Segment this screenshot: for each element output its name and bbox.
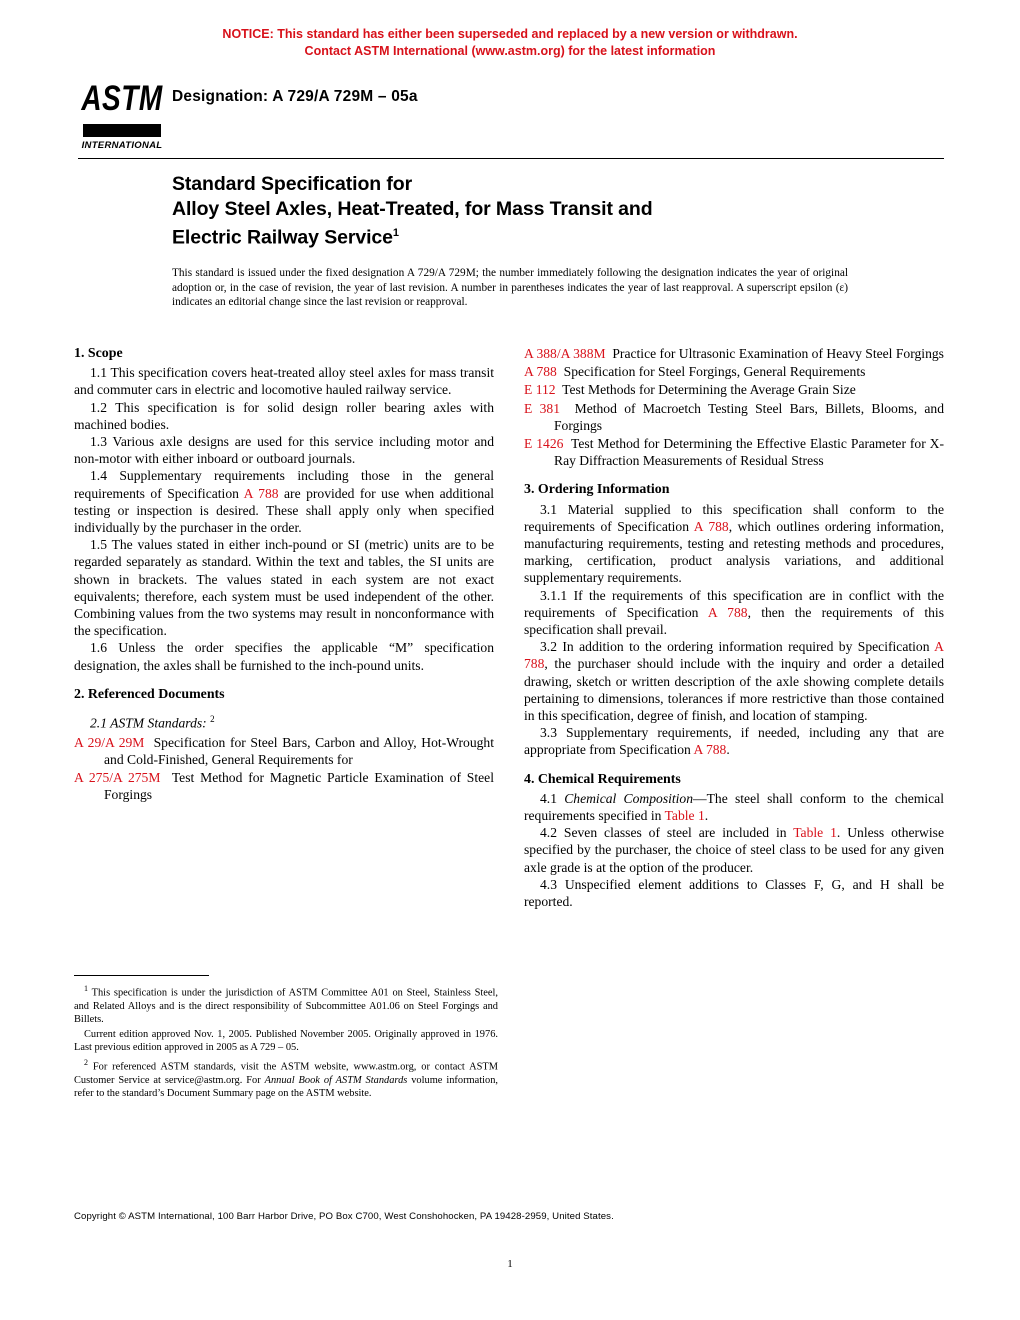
reference-item: E 1426 Test Method for Determining the Effective Elastic Parameter for X-Ray Diffraction Measurements of Residual Stress <box>524 436 945 469</box>
link-table-1[interactable]: Table 1 <box>664 808 705 824</box>
link-a788-ref[interactable]: A 788 <box>524 364 557 380</box>
link-e381[interactable]: E 381 <box>524 400 560 416</box>
column-right <box>524 345 944 910</box>
withdrawal-notice <box>0 26 1020 60</box>
section-heading-scope: 1. Scope <box>74 346 123 361</box>
astm-logo <box>78 78 166 156</box>
scope-1-1: 1.1 This specification covers heat-treated alloy steel axles for mass transit and commuter cars in electric and locomotive hauled railway service. <box>74 365 494 398</box>
section-heading-ordering-information: 3. Ordering Information <box>524 482 670 498</box>
copyright-notice: Copyright © ASTM International, 100 Barr Harbor Drive, PO Box C700, West Conshohocken, PA 19428-2959, United States. <box>74 1211 614 1222</box>
ordering-3-1: 3.1 Material supplied to this specification shall conform to the requirements of Specification A 788, which outlines ordering information, manufacturing requirements, testing and retesting methods and procedures, marking, certification, product analysis variations, and additional supplementary requirements. <box>524 501 945 586</box>
page-number: 1 <box>507 1258 513 1270</box>
link-a788[interactable]: A 788 <box>524 639 944 672</box>
link-a388[interactable]: A 388/A 388M <box>524 346 606 361</box>
scope-1-4: 1.4 Supplementary requirements including those in the general requirements of Specification A 788 are provided for use when additional testing or inspection is desired. These shall apply only when specified individually by the purchaser in the order. <box>74 468 495 536</box>
ordering-3-2: 3.2 In addition to the ordering information required by Specification A 788, the purchaser should include with the inquiry and order a detailed drawing, sketch or written description of the axle showing complete details pertaining to dimensions, tolerances if more restrictive than those contained in this specification, degree of finish, and location of stamping. <box>524 639 944 724</box>
column-left <box>74 345 494 804</box>
footnote-1: $^1$ This specification is under the jurisdiction of ASTM Committee A01 on Steel, Stainless Steel, and Related Alloys and is the direct responsibility of Subcommittee A01.06 on Steel Forgings and Billets. <box>74 984 498 1025</box>
link-a788[interactable]: A 788 <box>693 518 729 534</box>
reference-item: A 388/A 388M Practice for Ultrasonic Examination of Heavy Steel Forgings <box>524 346 944 361</box>
chemical-4-2: 4.2 Seven classes of steel are included in Table 1. Unless otherwise specified by the purchaser, the choice of steel class to be used for any given axle grade is at the option of the producer. <box>524 825 944 875</box>
scope-1-3: 1.3 Various axle designs are used for this service including motor and non-motor with either inboard or outboard journals. <box>74 434 494 467</box>
standard-preamble: This standard is issued under the fixed designation A 729/A 729M; the number immediately following the designation indicates the year of original adoption or, in the case of revision, the year of last revision. A number in parentheses indicates the year of last reapproval. A superscript epsilon (ε) indicates an editorial change since the last revision or reapproval. <box>172 267 848 309</box>
footnote-divider <box>74 975 209 976</box>
subheading-astm-standards: 2.1 ASTM Standards: $^2$ <box>90 714 215 731</box>
ordering-3-3: 3.3 Supplementary requirements, if needed, including any that are appropriate from Specification A 788. <box>524 725 944 758</box>
scope-1-5: 1.5 The values stated in either inch-pound or SI (metric) units are to be regarded separately as standard. Within the text and tables, the SI units are shown in brackets. The values stated in each system are not exact equivalents; therefore, each system must be used independent of the other. Combining values from the two systems may result in nonconformance with the specification. <box>74 537 494 639</box>
link-a788[interactable]: A 788 <box>693 742 727 758</box>
astm-logo-subtext: INTERNATIONAL <box>81 140 163 151</box>
footnotes <box>74 982 498 1102</box>
title-line-2: Alloy Steel Axles, Heat-Treated, for Mass Transit and <box>172 197 653 220</box>
link-table-1[interactable]: Table 1 <box>793 825 837 841</box>
link-e1426[interactable]: E 1426 <box>524 436 564 452</box>
footnote-2: $^2$ For referenced ASTM standards, visit the ASTM website, www.astm.org, or contact ASTM Customer Service at service@astm.org. For Annual Book of ASTM Standards volume information, refer to the standard’s Document Summary page on the ASTM website. <box>74 1057 498 1099</box>
reference-item: A 788 Specification for Steel Forgings, General Requirements <box>524 364 866 380</box>
ordering-3-1-1: 3.1.1 If the requirements of this specification are in conflict with the requirements of Specification A 788, then the requirements of this specification shall prevail. <box>524 587 944 638</box>
scope-1-2: 1.2 This specification is for solid design roller bearing axles with machined bodies. <box>74 399 494 432</box>
reference-item: A 275/A 275M Test Method for Magnetic Particle Examination of Steel Forgings <box>74 770 494 803</box>
chemical-4-3: 4.3 Unspecified element additions to Classes F, G, and H shall be reported. <box>524 876 944 910</box>
footnote-edition: Current edition approved Nov. 1, 2005. Published November 2005. Originally approved in 1976. Last previous edition approved in 2005 as A 729 – 05. <box>74 1028 498 1053</box>
link-a275[interactable]: A 275/A 275M <box>74 770 161 786</box>
reference-item: E 381 Method of Macroetch Testing Steel Bars, Billets, Blooms, and Forgings <box>524 400 945 433</box>
section-heading-chemical-requirements: 4. Chemical Requirements <box>524 771 681 787</box>
header-divider <box>78 158 944 159</box>
designation-label: Designation: A 729/A 729M – 05a <box>172 88 418 105</box>
link-a788[interactable]: A 788 <box>243 485 279 501</box>
reference-item: A 29/A 29M Specification for Steel Bars, Carbon and Alloy, Hot-Wrought and Cold-Finished, General Requirements for <box>74 734 495 767</box>
astm-logo-bar <box>83 124 161 137</box>
notice-line-1: NOTICE: This standard has either been superseded and replaced by a new version or withdrawn. <box>222 27 798 41</box>
page-title <box>172 172 872 250</box>
link-e112[interactable]: E 112 <box>524 382 556 398</box>
link-a29[interactable]: A 29/A 29M <box>74 734 145 750</box>
scope-1-6: 1.6 Unless the order specifies the applicable “M” specification designation, the axles shall be furnished to the inch-pound units. <box>74 640 494 673</box>
section-heading-referenced-documents: 2. Referenced Documents <box>74 686 225 702</box>
title-footnote-marker: 1 <box>392 227 399 239</box>
reference-item: E 112 Test Methods for Determining the Average Grain Size <box>524 382 856 398</box>
astm-logo-text: ASTM <box>81 78 163 118</box>
title-line-3: Electric Railway Service$^1$ <box>172 226 399 249</box>
notice-line-2: Contact ASTM International (www.astm.org) for the latest information <box>304 44 716 58</box>
link-a788[interactable]: A 788 <box>707 604 748 620</box>
title-line-1: Standard Specification for <box>172 173 413 195</box>
chemical-4-1: 4.1 Chemical Composition—The steel shall conform to the chemical requirements specified in Table 1. <box>524 790 944 824</box>
